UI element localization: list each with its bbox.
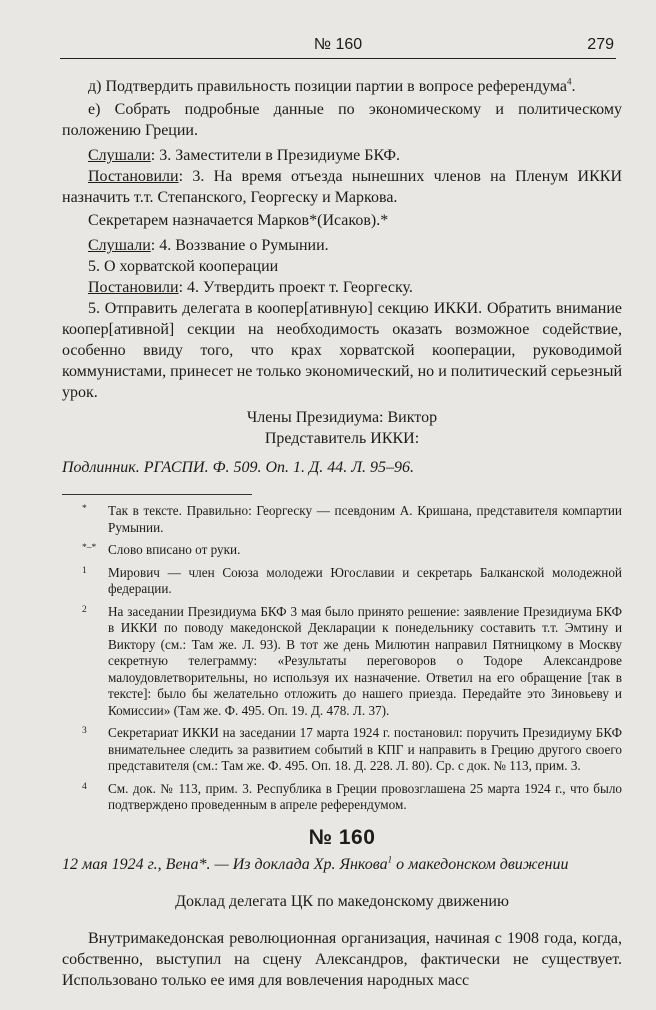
signature-line-1: Члены Президиума: Виктор [246,409,438,426]
footnote-text: Мирович — член Союза молодежи Югославии и секретарь Балканской молодежной федерации. [108,564,622,596]
heard-5: 5. О хорватской кооперации [88,258,279,275]
footnote-text: Так в тексте. Правильно: Георгеску — псевдоним А. Кришана, представителя компартии Румынии. [108,503,622,535]
heard-3: Слушали: 3. Заместители в Президиуме БКФ. [88,147,401,164]
footnote-mark: 1 [82,565,87,576]
footnote-text: См. док. № 113, прим. 3. Республика в Греции провозглашена 25 марта 1924 г., что было подтверждено проведенным в апреле референдумом. [108,780,622,812]
document-number: № 160 [308,825,376,849]
heard-4: Слушали: 4. Воззвание о Румынии. [88,237,329,254]
page-number: 279 [587,36,614,53]
item-e: е) Собрать подробные данные по экономическому и политическому положению Греции. [62,101,622,139]
running-title: № 160 [313,36,363,53]
resolved-4: Постановили: 4. Утвердить проект т. Георгеску. [88,279,413,296]
item-d: д) Подтвердить правильность позиции партии в вопросе референдума$^4$. [88,76,576,95]
footnote-rule [62,494,252,495]
footnote-text: На заседании Президиума БКФ 3 мая было принято решение: заявление Президиума БКФ в ИККИ по поводу македонской Декларации к понедельнику составить т.т. Эмтину и Виктору (см.: Там же. Л. 93). В тот же день Милютин направил Пятницкому в Москву секретную телеграмму: «Результаты переговоров о Тодоре Александрове малоудовлетворительны, но используя их назначение. Ответил на его обращение [так в тексте]: было бы желательно отложить до нашего приезда. Передайте это Зиновьеву и Комиссии» (Там же. Ф. 495. Оп. 19. Д. 478. Л. 37). [108,603,622,718]
footnote-text: Секретариат ИККИ на заседании 17 марта 1924 г. постановил: поручить Президиуму БКФ внимательнее следить за развитием событий в КПГ и направить в Грецию другого своего представителя (см.: Там же. Ф. 495. Оп. 18. Д. 228. Л. 80). Ср. с док. № 113, прим. 3. [108,725,622,773]
document-text: Внутримакедонская революционная организация, начиная с 1908 года, когда, собственно, выступил на сцену Александров, фактически не существует. Использовано только ее имя для вовлечения народных масс [62,929,622,989]
footnote-mark: * [82,504,87,514]
footnote-text: Слово вписано от руки. [108,542,241,557]
document-heading: 12 мая 1924 г., Вена*. — Из доклада Хр. Янкова$^1$ о македонском движении [62,854,569,873]
page-header [60,34,616,60]
footnote [62,604,622,720]
resolved-5: 5. Отправить делегата в коопер[ативную] секцию ИККИ. Обратить внимание коопер[ативной] секции на необходимость оказать возможное содействие, особенно ввиду того, что крах хорватской кооперации, руководимой коммунистами, принесет не только экономический, но и политический серьезный урок. [62,300,622,401]
archive-source: Подлинник. РГАСПИ. Ф. 509. Оп. 1. Д. 44. Л. 95–96. [62,459,415,476]
footnote [62,781,622,814]
footnotes [62,503,622,814]
footnote-mark: *–* [82,543,97,553]
main-text [62,76,622,991]
document-subtitle: Доклад делегата ЦК по македонскому движению [175,892,509,910]
footnote-mark: 2 [82,604,87,615]
footnote-mark: 4 [82,781,87,792]
header-rule [60,58,616,59]
footnote-mark: 3 [82,726,87,736]
footnote [62,542,622,559]
secretary-line: Секретарем назначается Марков*(Исаков).* [88,212,389,229]
footnote [62,503,622,536]
resolved-3: Постановили: 3. На время отъезда нынешних членов на Пленум ИККИ назначить т.т. Степанского, Георгеску и Маркова. [62,168,622,206]
footnote [62,725,622,775]
footnote [62,565,622,598]
signature-line-2: Представитель ИККИ: [264,430,420,447]
